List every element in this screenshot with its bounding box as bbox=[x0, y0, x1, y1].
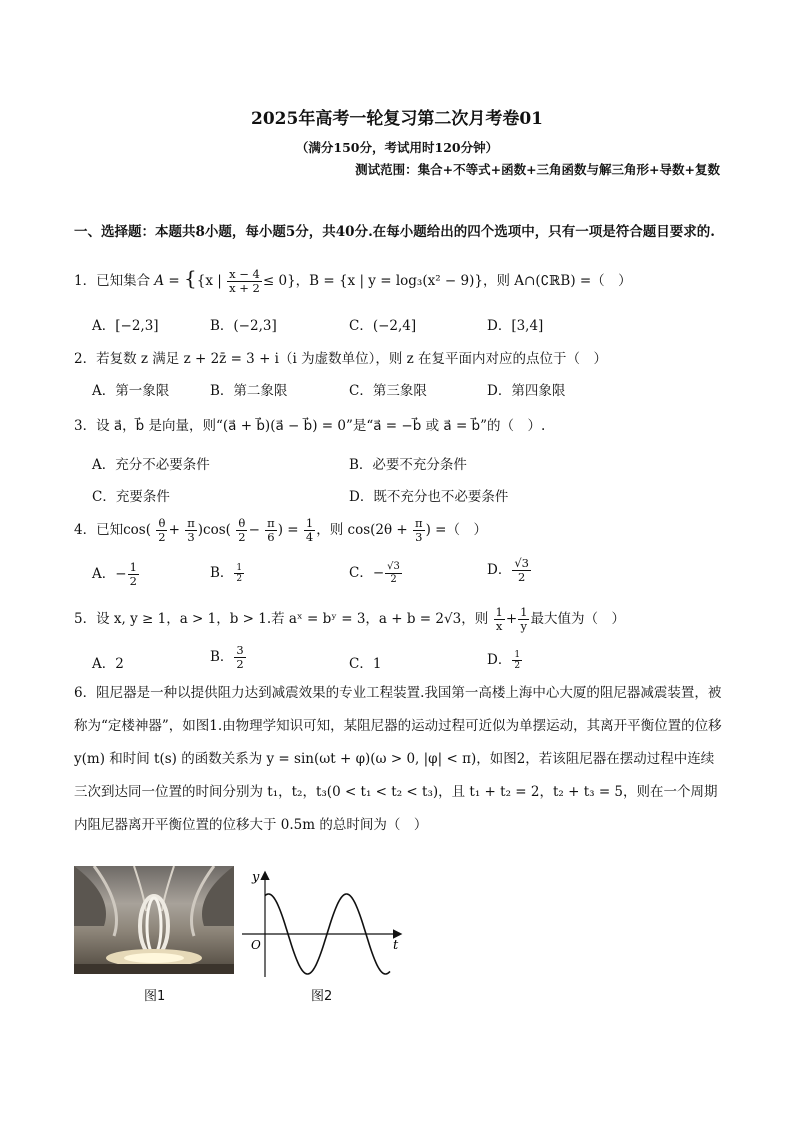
expr: ) = bbox=[277, 522, 299, 538]
question-number: 6． bbox=[74, 685, 97, 701]
damper-photo bbox=[74, 866, 234, 974]
option-b: B．必要不充分条件 bbox=[349, 457, 467, 473]
question-5 bbox=[74, 606, 625, 633]
fraction: $\frac{1}{y}$ bbox=[520, 605, 528, 633]
option-a: A．2 bbox=[92, 656, 124, 672]
damper-illustration bbox=[74, 866, 234, 974]
expr: ，则 cos(2θ + bbox=[316, 522, 408, 538]
question-number: 3． bbox=[74, 418, 97, 434]
question-text: 设 x, y ≥ 1，a > 1，b > 1.若 aˣ = bʸ = 3，a + b = 2√3，则 bbox=[96, 611, 489, 627]
option-c: C．充要条件 bbox=[92, 489, 170, 505]
question-4 bbox=[74, 517, 487, 544]
fraction: $\frac{\pi}{3}$ bbox=[415, 516, 423, 544]
option-a: A．− $\frac{1}{2}$ bbox=[92, 560, 137, 588]
fraction: $\frac{\theta}{2}$ bbox=[238, 516, 246, 544]
question-1: 1．已知集合 A = {{x | $\frac{x - 4}{x + 2}$ ≤ 0}，B = {x | y = log₃(x² − 9)}，则 A∩(∁ℝB) =（ ） bbox=[74, 266, 632, 295]
exam-info: （满分150分，考试用时120分钟） bbox=[295, 140, 499, 155]
option-a: A．充分不必要条件 bbox=[92, 457, 210, 473]
question-ask: ，则 A∩(∁ℝB) =（ ） bbox=[482, 273, 632, 289]
section-heading: 一、选择题：本题共8小题，每小题5分，共40分.在每小题给出的四个选项中，只有一项是符合题目要求的. bbox=[74, 224, 715, 240]
fraction: $\frac{\pi}{6}$ bbox=[267, 516, 275, 544]
option-d: D． $\frac{1}{2}$ bbox=[487, 650, 521, 671]
page-title: 2025年高考一轮复习第二次月考卷01 bbox=[251, 109, 543, 129]
t-axis-label: t bbox=[393, 938, 399, 953]
question-number: 4． bbox=[74, 522, 97, 538]
option-d: D．[3,4] bbox=[487, 318, 544, 334]
option-d: D． $\frac{√3}{2}$ bbox=[487, 556, 529, 584]
figure-1-caption: 图1 bbox=[144, 989, 166, 1004]
expr: + bbox=[505, 611, 518, 627]
question-6 bbox=[74, 677, 724, 842]
question-2 bbox=[74, 347, 607, 367]
fraction: $\frac{1}{4}$ bbox=[305, 516, 314, 544]
figure-2-caption: 图2 bbox=[311, 989, 333, 1004]
expr: − bbox=[248, 522, 260, 538]
question-ask: ) =（ ） bbox=[425, 522, 487, 538]
question-text: 若复数 z 满足 z + 2z̄ = 3 + i（i 为虚数单位），则 z 在复平面内对应的点位于（ ） bbox=[96, 351, 608, 367]
option-c: C．第三象限 bbox=[349, 383, 427, 399]
question-text: 已知 bbox=[96, 522, 124, 538]
option-b: B． $\frac{3}{2}$ bbox=[210, 643, 244, 671]
fraction: $\frac{\pi}{3}$ bbox=[187, 516, 195, 544]
option-b: B． $\frac{1}{2}$ bbox=[210, 563, 243, 584]
set-a-right: ≤ 0} bbox=[262, 273, 296, 289]
question-3 bbox=[74, 414, 545, 434]
set-b: ，B = {x | y = log₃(x² − 9)} bbox=[295, 273, 483, 289]
expr: cos( bbox=[123, 522, 151, 538]
test-scope: 测试范围：集合+不等式+函数+三角函数与解三角形+导数+复数 bbox=[355, 162, 720, 177]
fraction: $\frac{x - 4}{x + 2}$ bbox=[229, 267, 260, 295]
question-text: 设 a⃗，b⃗ 是向量，则“(a⃗ + b⃗)(a⃗ − b⃗) = 0”是“a⃗ = −b⃗ 或 a⃗ = b⃗”的（ ）. bbox=[96, 418, 546, 434]
option-b: B．第二象限 bbox=[210, 383, 288, 399]
option-a: A．第一象限 bbox=[92, 383, 170, 399]
question-number: 2． bbox=[74, 351, 97, 367]
option-c: C．1 bbox=[349, 656, 382, 672]
option-d: D．既不充分也不必要条件 bbox=[349, 489, 509, 505]
set-a-label: A bbox=[154, 273, 165, 289]
expr: + bbox=[168, 522, 180, 538]
fraction: $\frac{\theta}{2}$ bbox=[158, 516, 166, 544]
option-a: A．[−2,3] bbox=[92, 318, 159, 334]
question-text: 阻尼器是一种以提供阻力达到减震效果的专业工程装置.我国第一高楼上海中心大厦的阻尼器减震装置，被称为“定楼神器”，如图1.由物理学知识可知，某阻尼器的运动过程可近似为单摆运动，其离开平衡位置的位移 y(m) 和时间 t(s) 的函数关系为 y = sin(ωt + φ)(ω > 0, |φ| < π)，如图2，若该阻尼器在摆动过程中连续三次到达同一位置的时间分别为 t₁，t₂，t₃(0 < t₁ < t₂ < t₃)，且 t₁ + t₂ = 2，t₂ + t₃ = 5，则在一个周期内阻尼器离开平衡位置的位移大于 0.5m 的总时间为（ ） bbox=[74, 685, 722, 833]
origin-label: O bbox=[251, 938, 261, 952]
question-text: 已知集合 bbox=[96, 273, 151, 289]
option-c: C．− $\frac{√3}{2}$ bbox=[349, 561, 400, 585]
sine-graph bbox=[238, 865, 408, 980]
question-ask: 最大值为（ ） bbox=[530, 611, 625, 627]
y-axis-label: y bbox=[252, 870, 260, 885]
option-c: C．(−2,4] bbox=[349, 318, 417, 334]
option-b: B．(−2,3] bbox=[210, 318, 277, 334]
option-d: D．第四象限 bbox=[487, 383, 566, 399]
question-number: 5． bbox=[74, 611, 97, 627]
set-a-left: {x | bbox=[196, 273, 222, 289]
question-number: 1． bbox=[74, 273, 97, 289]
expr: )cos( bbox=[197, 522, 231, 538]
fraction: $\frac{1}{x}$ bbox=[495, 605, 503, 633]
